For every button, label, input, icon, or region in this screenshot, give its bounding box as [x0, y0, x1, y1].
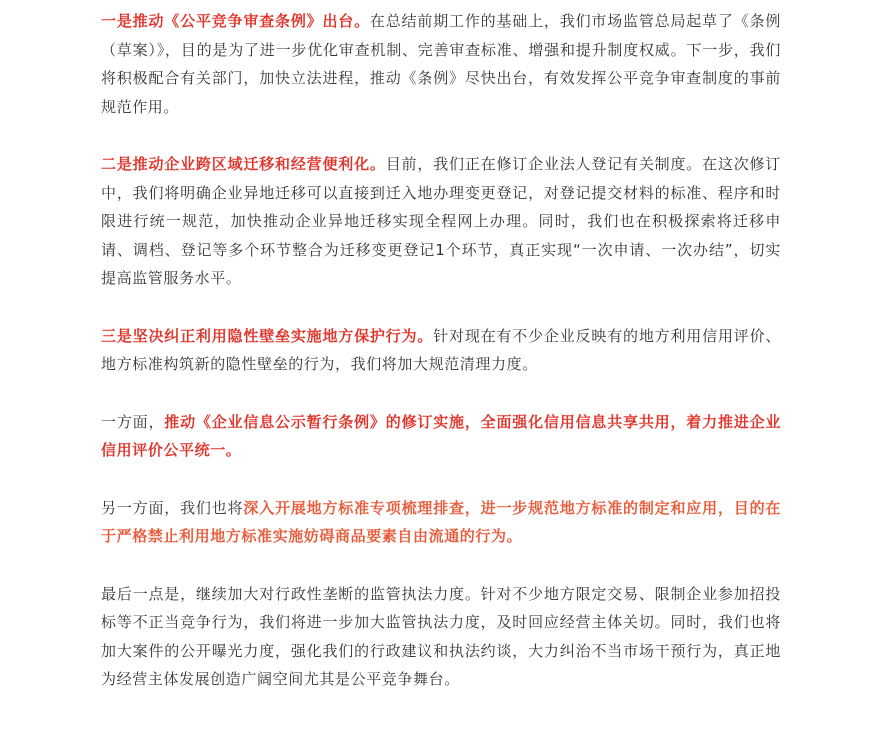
paragraph-2-body: 目前，我们正在修订企业法人登记有关制度。在这次修订中，我们将明确企业异地迁移可以直接到迁入地办理变更登记，对登记提交材料的标准、程序和时限进行统一规范，加快推动企业异地迁移实现全程网上办理。同时，我们也在积极探索将迁移申请、调档、登记等多个环节整合为迁移变更登记1个环节，真正实现“一次申请、一次办结”，切实提高监管服务水平。 [101, 155, 781, 287]
paragraph-4-highlight: 推动《企业信息公示暂行条例》的修订实施，全面强化信用信息共享共用，着力推进企业信用评价公平统一。 [101, 412, 781, 459]
paragraph-6-body: 最后一点是，继续加大对行政性垄断的监管执法力度。针对不少地方限定交易、限制企业参加招投标等不正当竞争行为，我们将进一步加大监管执法力度，及时回应经营主体关切。同时，我们也将加大案件的公开曝光力度，强化我们的行政建议和执法约谈，大力纠治不当市场干预行为，真正地为经营主体发展创造广阔空间尤其是公平竞争舞台。 [101, 584, 781, 688]
paragraph-5-prefix: 另一方面，我们也将 [101, 498, 244, 517]
paragraph-5-highlight: 深入开展地方标准专项梳理排查，进一步规范地方标准的制定和应用，目的在于严格禁止利用地方标准实施妨碍商品要素自由流通的行为。 [101, 498, 781, 545]
paragraph-6 [101, 580, 781, 694]
paragraph-1-lead: 一是推动《公平竞争审查条例》出台。 [101, 12, 370, 30]
paragraph-3 [101, 322, 781, 379]
paragraph-1-body: 在总结前期工作的基础上，我们市场监管总局起草了《条例（草案）》，目的是为了进一步优化审查机制、完善审查标准、增强和提升制度权威。下一步，我们将积极配合有关部门，加快立法进程，推动《条例》尽快出台，有效发挥公平竞争审查制度的事前规范作用。 [101, 12, 781, 116]
paragraph-1 [101, 7, 781, 121]
paragraph-3-body: 针对现在有不少企业反映有的地方利用信用评价、地方标准构筑新的隐性壁垒的行为，我们将加大规范清理力度。 [101, 326, 781, 373]
paragraph-4-prefix: 一方面， [101, 412, 165, 431]
paragraph-4 [101, 408, 781, 465]
paragraph-3-lead: 三是坚决纠正利用隐性壁垒实施地方保护行为。 [101, 326, 434, 345]
paragraph-5 [101, 494, 781, 551]
paragraph-2-lead: 二是推动企业跨区域迁移和经营便利化。 [101, 155, 386, 173]
paragraph-2 [101, 150, 781, 293]
article-body [101, 7, 781, 723]
